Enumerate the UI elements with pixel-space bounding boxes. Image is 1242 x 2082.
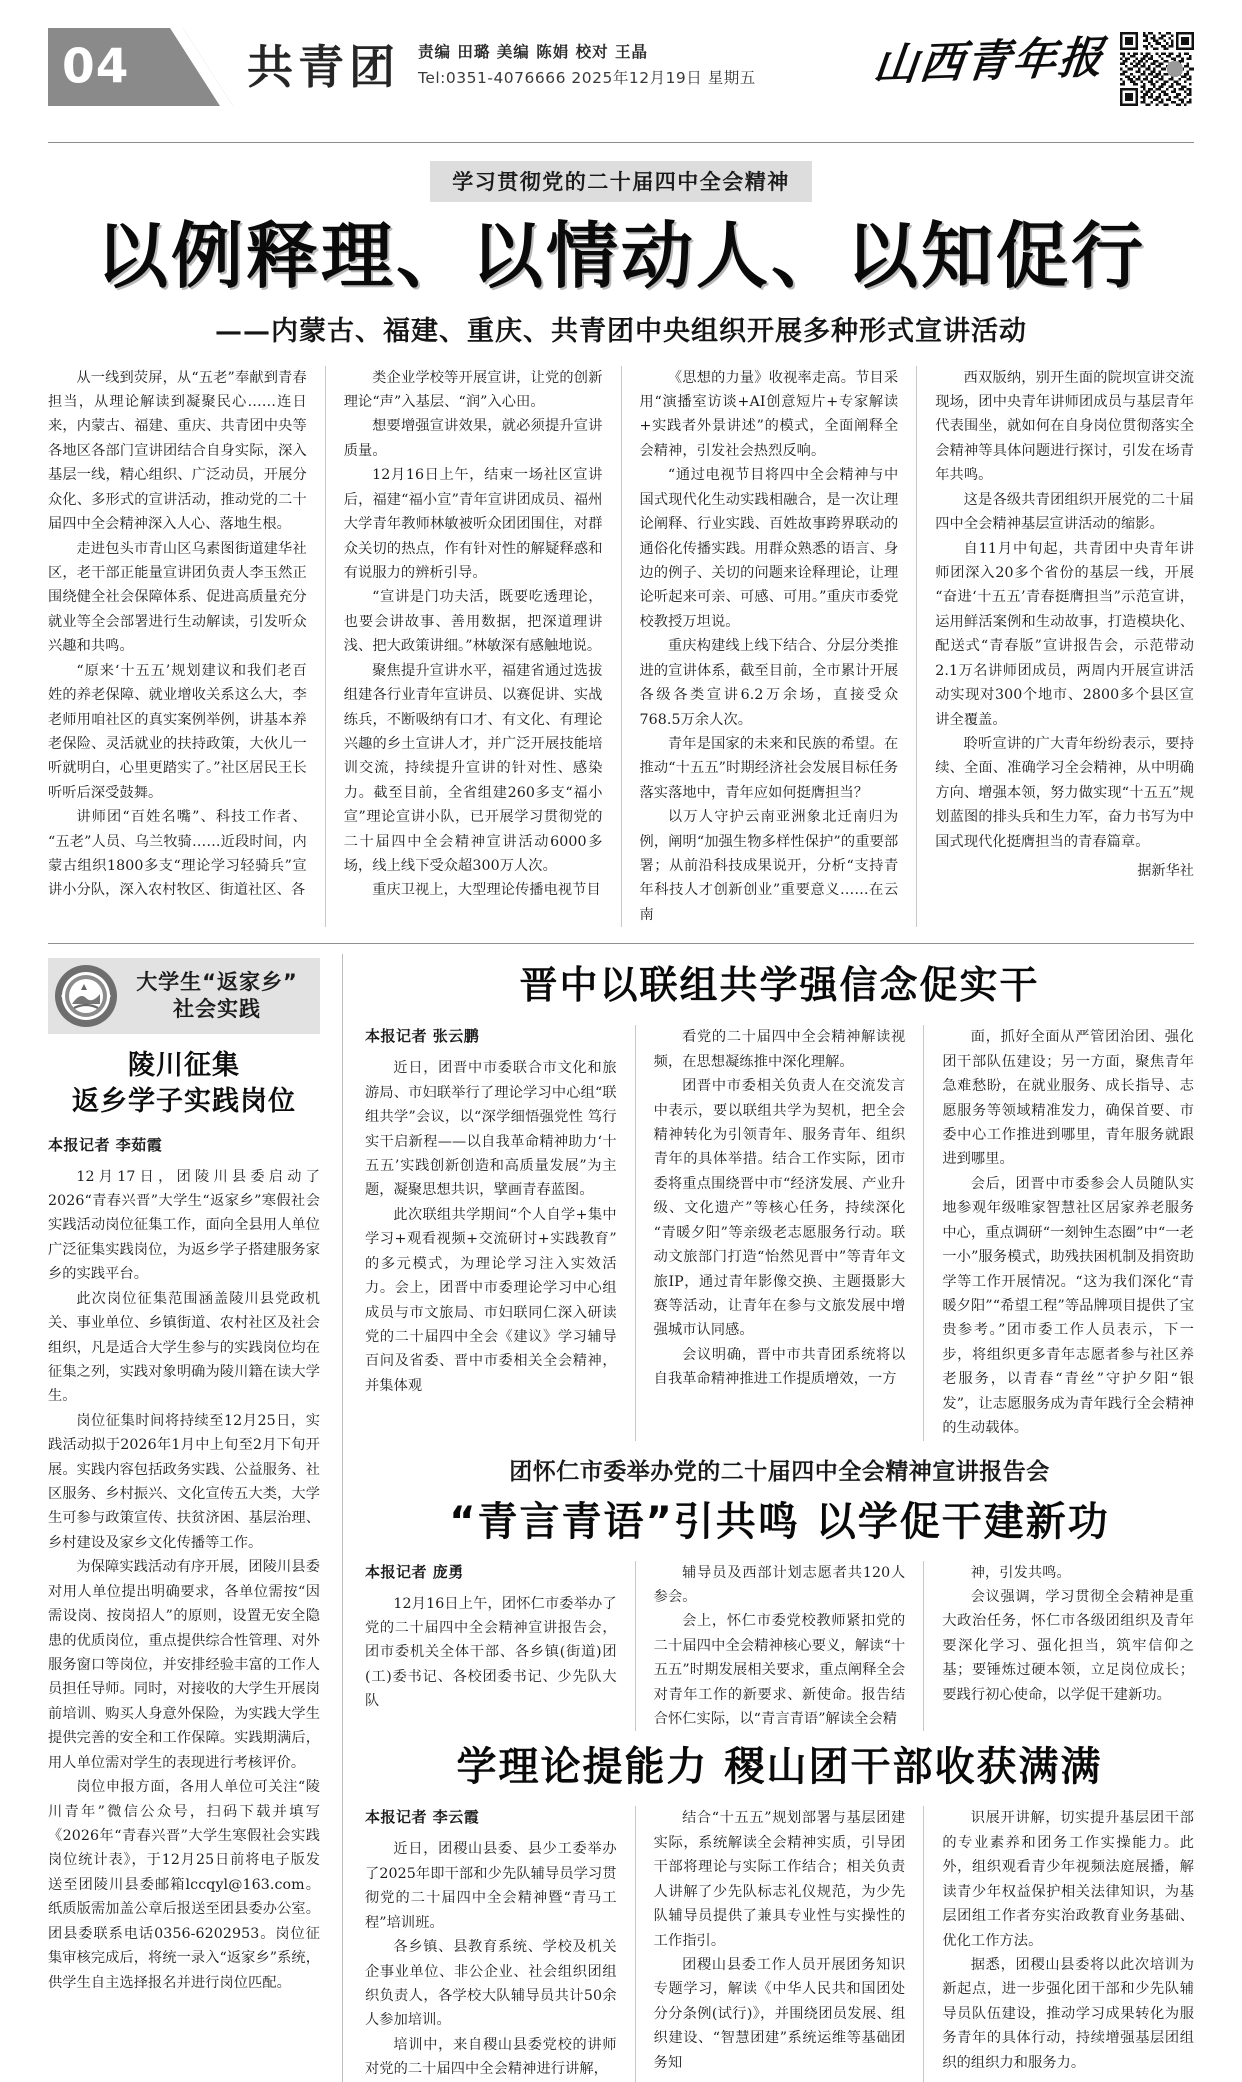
masthead-rule [48,142,1194,143]
jinzhong-paragraph: 会议明确，晋中市共青团系统将以自我革命精神推进工作提质增效，一方 [653,1346,906,1388]
lead-subheadline: ——内蒙古、福建、重庆、共青团中央组织开展多种形式宣讲活动 [215,315,1027,347]
lead-paragraph: 重庆卫视上，大型理论传播电视节目 [372,882,601,899]
jishan-column-2 [654,1806,906,2081]
qing-chun-xing-jin-seal-icon [54,964,118,1028]
lead-article [48,161,1194,927]
newspaper-page [0,28,1242,2078]
lead-column-1 [48,366,307,928]
lead-paragraph: 这是各级共青团组织开展党的二十届四中全会精神基层宣讲活动的缩影。 [935,491,1194,533]
column-divider [635,1025,636,1440]
story-jishan [365,1735,1194,2081]
left-rail [48,944,320,2081]
lead-paragraph: “通过电视节目将四中全会精神与中国式现代化生动实践相融合，是一次让理论阐释、行业实践、百姓故事跨界联动的通俗化传播实践。用群众熟悉的语言、身边的例子、关切的问题来诠释理论，让理论听起来可亲、可感、可用。”重庆市委党校教授万坦说。 [639,467,899,630]
lead-paragraph: 12月16日上午，结束一场社区宣讲后，福建“福小宣”青年宣讲团成员、福州大学青年教师林敏被听众团团围住，对群众关切的热点，作有针对性的解疑释惑和有说服力的辨析引导。 [343,467,603,581]
masthead-credits [418,28,756,91]
huairen-paragraph: 辅导员及西部计划志愿者共120人参会。 [653,1564,906,1605]
jishan-column-1 [365,1806,617,2081]
column-divider [325,366,326,928]
section-name: 共青团 [247,40,400,94]
paper-logo: 山西青年报 [870,32,1108,92]
lead-column-2 [344,366,603,928]
jinzhong-paragraph: 近日，团晋中市委联合市文化和旅游局、市妇联举行了理论学习中心组“联组共学”会议，以“深学细悟强党性 笃行实干启新程——以自我革命精神助力‘十五五’实践创新创造和高质量发展”为主题，凝聚思想共识，擘画青春蓝图。 [365,1060,617,1199]
huairen-columns [365,1561,1194,1732]
jinzhong-column-3 [942,1025,1194,1440]
huairen-headline: “青言青语”引共鸣 以学促干建新功 [449,1498,1110,1545]
lingchuan-headline-line-2: 返乡学子实践岗位 [72,1085,296,1117]
lead-paragraph: 聆听宣讲的广大青年纷纷表示，要持续、全面、准确学习全会精神，从中明确方向、增强本领，努力做实现“十五五”规划蓝图的排头兵和生力军，奋力书写为中国式现代化挺膺担当的青春篇章。 [935,735,1194,850]
story-jinzhong [365,954,1194,1440]
right-main [365,944,1194,2081]
lead-paragraph: 从一线到荧屏，从“五老”奉献到青春担当，从理论解读到凝聚民心……连日来，内蒙古、福建、重庆、共青团中央等各地区各部门宣讲团结合自身实际，深入基层一线，精心组织、广泛动员，开展分众化、多形式的宣讲活动，推动党的二十届四中全会精神深入人心、落地生根。 [48,369,307,533]
lead-paragraph: 想要增强宣讲效果，就必须提升宣讲质量。 [343,418,603,459]
lead-paragraph: 《思想的力量》收视率走高。节目采用“演播室访谈+AI创意短片+专家解读+实践者外景讲述”的模式，全面阐释全会精神，引发社会热烈反响。 [639,369,899,459]
page-number: 04 [62,39,130,95]
column-divider [635,1806,636,2081]
credits-contact-date: Tel:0351-4076666 2025年12月19日 星期五 [418,68,756,87]
jishan-columns [365,1806,1194,2081]
jishan-paragraph: 各乡镇、县教育系统、学校及机关企事业单位、非公企业、社会组织团组织负责人，各学校大队辅导员共计50余人参加培训。 [365,1939,617,2029]
lead-paragraph: 走进包头市青山区乌素图街道建华社区，老干部正能量宣讲团负责人李玉然正围绕健全社会保障体系、促进高质量充分就业等全会部署进行生动解读，引发听众兴趣和共鸣。 [48,540,307,655]
lingchuan-paragraph: 岗位征集时间将持续至12月25日，实践活动拟于2026年1月中上旬至2月下旬开展。实践内容包括政务实践、公益服务、社区服务、乡村振兴、文化宣传五大类，大学生可参与政策宣传、扶贫济困、基层治理、乡村建设及家乡文化传播等工作。 [48,1412,320,1551]
jinzhong-byline: 本报记者 张云鹏 [365,1027,480,1046]
lead-paragraph: 青年是国家的未来和民族的希望。在推动“十五五”时期经济社会发展目标任务落实落地中，青年应如何挺膺担当？ [639,735,899,801]
huairen-byline: 本报记者 庞勇 [365,1562,464,1581]
lingchuan-paragraph: 为保障实践活动有序开展，团陵川县委对用人单位提出明确要求，各单位需按“因需设岗、按岗招人”的原则，设置无安全隐患的优质岗位，重点提供综合性管理、对外服务窗口等岗位，并安排经验丰富的工作人员担任导师。同时，对接收的大学生开展岗前培训、购买人身意外保险，为实践大学生提供完善的安全和工作保障。实践期满后，用人单位需对学生的表现进行考核评价。 [48,1559,320,1771]
story-huairen [365,1453,1194,1732]
rail-divider [342,954,343,2081]
column-divider [923,1561,924,1732]
jinzhong-columns [365,1025,1194,1440]
huairen-paragraph: 神，引发共鸣。 [970,1564,1071,1581]
huairen-paragraph: 12月16日上午，团怀仁市委举办了党的二十届四中全会精神宣讲报告会，团市委机关全体干部、各乡镇(街道)团(工)委书记、各校团委书记、少先队大队 [365,1595,617,1710]
page-folio [48,28,233,106]
lead-paragraph: “原来‘十五五’规划建议和我们老百姓的养老保障、就业增收关系这么大，李老师用咱社区的真实案例举例，讲基本养老保险、灵活就业的扶持政策，大伙儿一听就明白，心里更踏实了。”社区居民王长听听后深受鼓舞。 [48,662,307,801]
lead-paragraph: 讲师团“百姓名嘴”、科技工作者、“五老”人员、乌兰牧骑……近段时间，内蒙古组织1800多支“理论学习轻骑兵”宣讲小分队，深入农村牧区、街道社区、各 [48,809,307,899]
column-divider [916,366,917,928]
column-divider [621,366,622,928]
badge-line-2: 社会实践 [173,997,261,1022]
lingchuan-headline [48,1048,320,1119]
lead-column-4 [935,366,1194,928]
jishan-paragraph: 识展开讲解，切实提升基层团干部的专业素养和团务工作实操能力。此外，组织观看青少年视频法庭展播，解读青少年权益保护相关法律知识，为基层团组工作者夯实治政教育业务基础、优化工作方法。 [942,1810,1195,1949]
jishan-paragraph: 培训中，来自稷山县委党校的讲师对党的二十届四中全会精神进行讲解， [365,2036,617,2078]
kicker-wrap [48,161,1194,202]
lead-paragraph: 以万人守护云南亚洲象北迁南归为例，阐明“加强生物多样性保护”的重要部署；从前沿科技成果说开，分析“支持青年科技人才创新创业”重要意义……在云南 [639,809,899,923]
qr-code-icon[interactable] [1120,32,1194,106]
jishan-paragraph: 据悉，团稷山县委将以此次培训为新起点，进一步强化团干部和少先队辅导员队伍建设，推动学习成果转化为服务青年的具体行动，持续增强基层团组织的组织力和服务力。 [942,1956,1195,2071]
lingchuan-headline-line-1: 陵川征集 [128,1050,240,1082]
lower-section [48,944,1194,2081]
lingchuan-paragraph: 此次岗位征集范围涵盖陵川县党政机关、事业单位、乡镇街道、农村社区及社会组织，凡是适合大学生参与的实践岗位均在征集之列，实践对象明确为陵川籍在读大学生。 [48,1290,320,1405]
lead-paragraph: “宣讲是门功夫活，既要吃透理论，也要会讲故事、善用数据，把深道理讲浅、把大政策讲细。”林敏深有感触地说。 [343,589,603,655]
huairen-paragraph: 会上，怀仁市委党校教师紧扣党的二十届四中全会精神核心要义，解读“十五五”时期发展相关要求，重点阐释全会对青年工作的新要求、新使命。报告结合怀仁实际，以“青言青语”解读全会精 [653,1613,906,1728]
jinzhong-headline: 晋中以联组共学强信念促实干 [519,963,1040,1008]
lead-paragraph: 西双版纳，别开生面的院坝宣讲交流现场，团中央青年讲师团成员与基层青年代表围坐，就如何在自身岗位贯彻落实全会精神等具体问题进行探讨，引发在场青年共鸣。 [935,369,1194,484]
huairen-shoulder: 团怀仁市委举办党的二十届四中全会精神宣讲报告会 [509,1457,1050,1485]
huairen-column-2 [654,1561,906,1732]
lingchuan-paragraph: 岗位申报方面，各用人单位可关注“陵川青年”微信公众号，扫码下载并填写《2026年“青春兴晋”大学生寒假社会实践岗位统计表》，于12月25日前将电子版发送至团陵川县委邮箱lccqyl@163.com。纸质版需加盖公章后报送至团县委办公室。团县委联系电话0356-6202953。岗位征集审核完成后，将统一录入“返家乡”系统，供学生自主选择报名并进行岗位匹配。 [48,1779,320,1991]
masthead [48,28,1194,140]
lead-column-3 [640,366,899,928]
column-divider [923,1025,924,1440]
lead-paragraph: 聚焦提升宣讲水平，福建省通过选拔组建各行业青年宣讲员、以赛促讲、实战练兵，不断吸纳有口才、有文化、有理论兴趣的乡土宣讲人才，并广泛开展技能培训交流，持续提升宣讲的针对性、感染力。截至目前，全省组建260多支“福小宣”理论宣讲小队，已开展学习贯彻党的二十届四中全会精神宣讲活动6000多场，线上线下受众超300万人次。 [343,662,603,875]
jishan-paragraph: 结合“十五五”规划部署与基层团建实际，系统解读全会精神实质，引导团干部将理论与实际工作结合；相关负责人讲解了少先队标志礼仪规范，为少先队辅导员提供了兼具专业性与实操性的工作指引。 [653,1810,906,1949]
lead-kicker: 学习贯彻党的二十届四中全会精神 [430,161,812,202]
lead-columns [48,366,1194,928]
returning-students-badge [48,958,320,1034]
credits-editors: 责编 田璐 美编 陈娟 校对 王晶 [418,43,648,61]
jishan-paragraph: 近日，团稷山县委、县少工委举办了2025年即干部和少先队辅导员学习贯彻党的二十届四中全会精神暨“青马工程”培训班。 [365,1841,617,1931]
huairen-paragraph: 会议强调，学习贯彻全会精神是重大政治任务，怀仁市各级团组织及青年要深化学习、强化担当，筑牢信仰之基；要锤炼过硬本领，立足岗位成长；要践行初心使命，以学促干建新功。 [942,1588,1195,1703]
lead-paragraph: 类企业学校等开展宣讲，让党的创新理论“声”入基层、“润”入心田。 [343,369,603,411]
jishan-paragraph: 团稷山县委工作人员开展团务知识专题学习，解读《中华人民共和国团处分分条例(试行)》，并围绕团员发展、组织建设、“智慧团建”系统运维等基础团务知 [653,1956,906,2071]
masthead-brand [870,28,1194,106]
jinzhong-paragraph: 会后，团晋中市委参会人员随队实地参观年级唯家智慧社区居家养老服务中心，重点调研“一刻钟生态圈”中“一老一小”服务模式，助残扶困机制及捐资助学等工作开展情况。“这为我们深化“青暖夕阳”“希望工程”等品牌项目提供了宝贵参考。”团市委工作人员表示，下一步，将组织更多青年志愿者参与社区养老服务，以青春“青丝”守护夕阳“银发”，让志愿服务成为青年践行全会精神的生动载体。 [942,1175,1195,1437]
huairen-column-3 [942,1561,1194,1732]
jishan-headline: 学理论提能力 稷山团干部收获满满 [456,1744,1103,1791]
jishan-byline: 本报记者 李云霞 [365,1808,480,1827]
lead-headline: 以例释理、以情动人、以知促行 [95,214,1146,298]
jinzhong-paragraph: 看党的二十届四中全会精神解读视频，在思想凝练推中深化理解。 [653,1029,906,1070]
column-divider [923,1806,924,2081]
lead-source: 据新华社 [1137,863,1194,880]
lingchuan-byline: 本报记者 李茹霞 [48,1135,163,1154]
lead-paragraph: 重庆构建线上线下结合、分层分类推进的宣讲体系，截至目前，全市累计开展各级各类宣讲6.2万余场，直接受众768.5万余人次。 [639,638,899,728]
lingchuan-paragraph: 12月17日，团陵川县委启动了2026“青春兴晋”大学生“返家乡”寒假社会实践活动岗位征集工作，面向全县用人单位广泛征集实践岗位，为返乡学子搭建服务家乡的实践平台。 [48,1168,320,1283]
jishan-column-3 [942,1806,1194,2081]
jinzhong-column-1 [365,1025,617,1440]
jinzhong-paragraph: 此次联组共学期间“个人自学+集中学习+观看视频+交流研讨+实践教育”的多元模式，为理论学习注入实效活力。会上，团晋中市委理论学习中心组成员与市文旅局、市妇联同仁深入研读党的二十届四中全会《建议》学习辅导百问及省委、晋中市委相关全会精神，并集体观 [365,1206,617,1394]
badge-text [124,969,310,1023]
badge-line-1: 大学生“返家乡” [136,970,298,995]
jinzhong-paragraph: 面，抓好全面从严管团治团、强化团干部队伍建设；另一方面，聚焦青年急难愁盼，在就业服务、成长指导、志愿服务等领域精准发力，确保首要、市委中心工作推进到哪里，青年服务就跟进到哪里。 [942,1029,1195,1168]
jinzhong-paragraph: 团晋中市委相关负责人在交流发言中表示，要以联组共学为契机，把全会精神转化为引领青年、服务青年、组织青年的具体举措。结合工作实际，团市委将重点围绕晋中市“经济发展、产业升级、文化遗产”等核心任务，持续深化“青暖夕阳”等亲级老志愿服务行动。联动文旅部门打造“怡然见晋中”等青年文旅IP，通过青年影像交换、主题摄影大赛等活动，让青年在参与文旅发展中增强城市认同感。 [653,1078,906,1339]
huairen-column-1 [365,1561,617,1732]
column-divider [635,1561,636,1732]
jinzhong-column-2 [654,1025,906,1440]
lead-paragraph: 自11月中旬起，共青团中央青年讲师团深入20多个省份的基层一线，开展“奋进‘十五五’青春挺膺担当”示范宣讲，运用鲜活案例和生动故事，打造模块化、配送式“青春版”宣讲报告会，示范带动2.1万名讲师团成员，两周内开展宣讲活动实现对300个地市、2800多个县区宣讲全覆盖。 [935,540,1194,728]
